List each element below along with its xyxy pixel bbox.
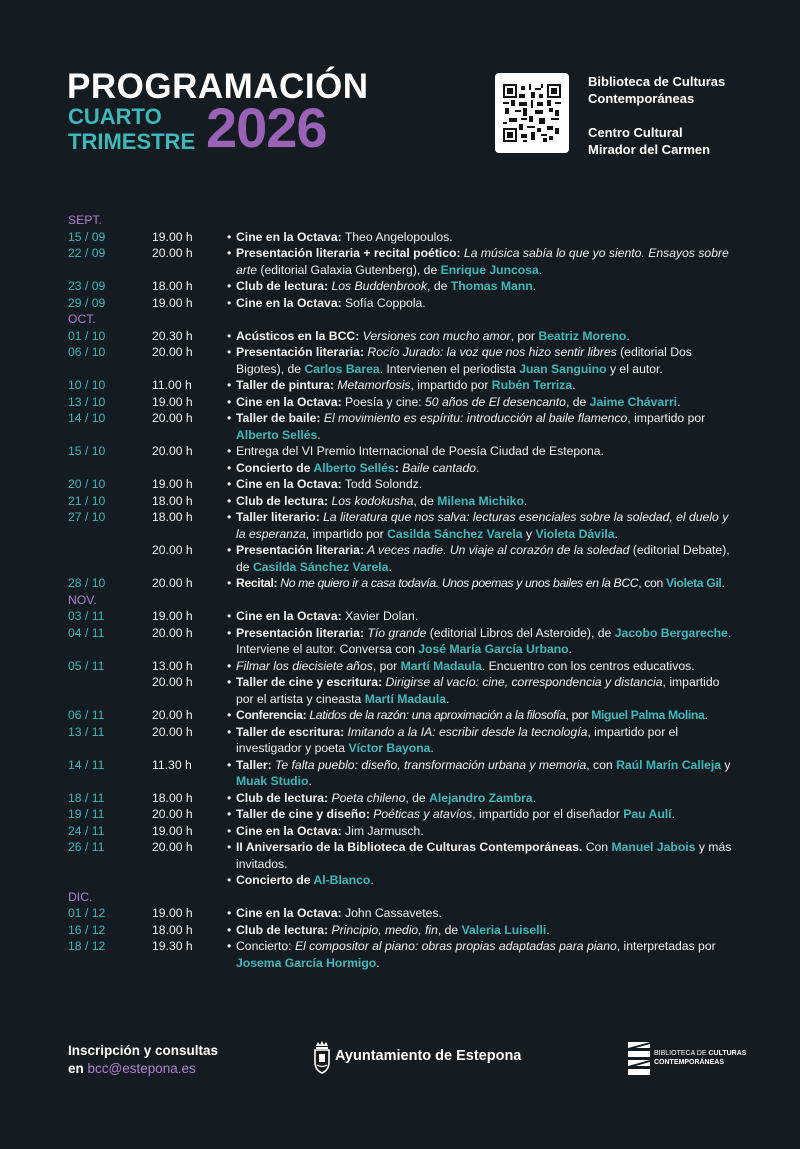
event-text: , de xyxy=(437,922,462,937)
event-text: John Cassavetes. xyxy=(341,906,442,920)
event-text: Jim Jarmusch. xyxy=(341,823,424,838)
event-description xyxy=(236,674,736,707)
event-time: 19.00 h xyxy=(152,906,193,920)
event-text: Versiones con mucho amor xyxy=(359,328,511,343)
person-name[interactable]: Alejandro Zambra xyxy=(429,790,533,805)
subtitle xyxy=(68,104,195,154)
event-text: , impartido por xyxy=(305,526,388,541)
event-text: . xyxy=(532,279,537,293)
event-text: . Encuentro con los centros educativos. xyxy=(481,658,695,673)
event-description xyxy=(236,443,736,460)
event-text: No me quiero ir a casa todavía. Unos poemas y unos bailes en la BCC xyxy=(277,576,639,590)
event-text: . xyxy=(568,642,573,656)
event-time: 20.00 h xyxy=(152,444,193,458)
event-description xyxy=(236,245,736,278)
event-date: 01 / 12 xyxy=(68,906,106,920)
event-time: 19.30 h xyxy=(152,939,193,953)
event-description xyxy=(236,229,736,246)
event-description xyxy=(236,575,756,592)
person-name[interactable]: Al-Blanco xyxy=(313,873,371,887)
person-name[interactable]: Martí Madaula xyxy=(364,691,446,706)
event-text: Tío grande xyxy=(364,625,427,640)
event-text: . xyxy=(671,807,675,821)
event-text: , impartido por xyxy=(410,378,492,392)
event-row xyxy=(68,674,748,707)
event-text: , impartido por el artista y cineasta xyxy=(236,675,720,706)
event-text: . xyxy=(626,328,630,343)
event-date: 04 / 11 xyxy=(68,625,105,640)
event-text: Los kodokusha xyxy=(328,493,414,508)
person-name[interactable]: Manuel Jabois xyxy=(611,840,696,854)
person-name[interactable]: Alberto Sellés xyxy=(236,427,318,442)
event-text: Los Buddenbrook xyxy=(328,279,428,293)
event-text: Principio, medio, fin xyxy=(328,922,438,937)
event-row xyxy=(68,872,748,889)
event-text: , de xyxy=(427,279,451,293)
qr-code-icon[interactable] xyxy=(495,73,569,153)
event-date: 23 / 09 xyxy=(68,279,106,293)
event-row xyxy=(68,922,748,939)
event-time: 20.00 h xyxy=(152,246,193,260)
event-date: 28 / 10 xyxy=(68,576,106,590)
event-text: . Interviene el autor. Conversa con xyxy=(236,625,732,656)
event-text: Concierto: xyxy=(236,939,295,953)
event-description xyxy=(236,905,736,922)
event-text: , de xyxy=(405,790,430,805)
person-name[interactable]: Violeta Gil xyxy=(665,576,722,590)
event-row xyxy=(68,410,748,443)
bcc-logo-text: BIBLIOTECA DE CULTURAS CONTEMPORÁNEAS xyxy=(654,1050,747,1066)
event-row xyxy=(68,542,748,575)
event-row xyxy=(68,328,748,345)
event-description xyxy=(236,460,736,477)
event-time: 19.00 h xyxy=(152,394,193,409)
event-text: Taller literario: xyxy=(236,510,320,524)
event-text: Cine en la Octava: xyxy=(236,295,342,310)
person-name[interactable]: Muak Studio xyxy=(236,774,309,788)
event-text: El compositor al piano: obras propias adaptadas para piano xyxy=(294,939,617,953)
contact-email-link[interactable]: bcc@estepona.es xyxy=(87,1061,196,1076)
person-name[interactable]: Milena Michiko xyxy=(437,493,524,508)
event-date: 20 / 10 xyxy=(68,477,106,491)
event-text: Concierto de xyxy=(236,873,314,887)
event-text: , impartido por el investigador y poeta xyxy=(236,724,679,755)
event-row xyxy=(68,625,748,658)
event-row xyxy=(68,278,748,295)
year: 2026 xyxy=(206,96,327,159)
event-date: 15 / 09 xyxy=(68,229,106,244)
person-name[interactable]: Rubén Terriza xyxy=(491,378,573,392)
estepona-crest-icon xyxy=(313,1040,331,1074)
event-text: . xyxy=(523,493,528,508)
event-text: . xyxy=(317,427,321,442)
event-time: 11.30 h xyxy=(152,757,192,772)
event-date: 13 / 11 xyxy=(68,724,105,739)
event-text: Taller de cine y escritura: xyxy=(236,675,383,689)
event-text: Acústicos en la BCC: xyxy=(236,328,360,343)
event-text: Entrega del VI Premio Internacional de Poesía Ciudad de Estepona. xyxy=(236,444,604,458)
ayuntamiento-logo xyxy=(313,1040,522,1079)
event-row xyxy=(68,707,748,724)
event-text: Taller de escritura: xyxy=(236,724,345,739)
event-description xyxy=(236,344,736,377)
event-row xyxy=(68,344,748,377)
event-text: Presentación literaria + recital poético: xyxy=(236,246,461,260)
person-name[interactable]: Casilda Sánchez Varela xyxy=(387,526,523,541)
event-text: La música sabía lo que yo siento. Ensayos sobre arte xyxy=(236,246,729,277)
event-text: Filmar los diecisiete años xyxy=(236,658,373,673)
person-name[interactable]: Thomas Mann xyxy=(450,279,533,293)
event-text: , por xyxy=(510,328,539,343)
event-row xyxy=(68,823,748,840)
person-name[interactable]: Enrique Juncosa xyxy=(440,262,539,277)
event-description xyxy=(236,410,736,443)
event-text: Rocío Jurado: la voz que nos hizo sentir libres xyxy=(364,345,617,359)
event-row xyxy=(68,377,748,394)
event-time: 20.00 h xyxy=(152,625,193,640)
event-row xyxy=(68,608,748,625)
event-description xyxy=(236,724,736,757)
event-text: , impartido por el diseñador xyxy=(472,807,624,821)
event-description xyxy=(236,328,736,345)
event-description xyxy=(236,394,736,411)
event-description xyxy=(236,295,736,312)
event-row xyxy=(68,509,748,542)
event-text: . xyxy=(546,922,550,937)
event-date: 05 / 11 xyxy=(68,658,105,673)
event-text: Xavier Dolan. xyxy=(341,609,419,623)
event-row xyxy=(68,790,748,807)
event-description xyxy=(236,608,736,625)
venue-1-line-1: Biblioteca de Culturas xyxy=(588,74,726,89)
event-text: Concierto de xyxy=(236,460,314,475)
event-description xyxy=(236,839,736,872)
person-name[interactable]: Alberto Sellés xyxy=(313,460,395,475)
event-text: . xyxy=(614,526,618,541)
event-time: 20.00 h xyxy=(152,724,193,739)
event-text: Presentación literaria: xyxy=(236,543,365,557)
person-name[interactable]: Miguel Palma Molina xyxy=(591,708,705,722)
event-text: Poéticas y atavíos xyxy=(369,807,473,821)
event-text: (editorial Libros del Asteroide), de xyxy=(426,625,615,640)
event-text: . xyxy=(446,691,450,706)
event-time: 20.00 h xyxy=(152,708,193,722)
event-time: 20.00 h xyxy=(152,576,193,590)
event-text: Cine en la Octava: xyxy=(236,229,342,244)
event-text: Presentación literaria: xyxy=(236,625,365,640)
event-row xyxy=(68,658,748,675)
event-time: 18.00 h xyxy=(152,922,193,937)
event-date: 18 / 11 xyxy=(68,790,105,805)
event-row xyxy=(68,806,748,823)
event-text: . xyxy=(572,378,576,392)
event-text: . xyxy=(376,955,380,970)
event-time: 11.00 h xyxy=(152,378,192,392)
bcc-logo xyxy=(628,1042,747,1081)
month-heading: SEPT. xyxy=(68,213,102,227)
event-row xyxy=(68,476,748,493)
event-date: 14 / 10 xyxy=(68,411,106,425)
event-date: 15 / 10 xyxy=(68,444,106,458)
event-description xyxy=(236,625,736,658)
event-time: 20.00 h xyxy=(152,345,193,359)
event-text: . Intervienen el periodista xyxy=(379,361,520,376)
event-text: Taller: xyxy=(236,757,272,772)
event-row xyxy=(68,757,748,790)
event-text: Taller de cine y diseño: xyxy=(236,807,370,821)
contact-en: en xyxy=(68,1061,84,1076)
event-text: , por xyxy=(565,708,592,722)
person-name[interactable]: Valeria Luiselli xyxy=(461,922,547,937)
event-text: Baile cantado xyxy=(398,460,477,475)
event-text: : xyxy=(394,460,399,475)
event-row xyxy=(68,295,748,312)
event-text: . xyxy=(721,576,725,590)
event-row xyxy=(68,575,748,592)
event-text: Cine en la Octava: xyxy=(236,906,342,920)
event-text: Presentación literaria: xyxy=(236,345,365,359)
event-text: . xyxy=(532,790,537,805)
event-description xyxy=(236,476,736,493)
subtitle-line-2: TRIMESTRE xyxy=(68,129,196,154)
person-name[interactable]: José María García Urbano xyxy=(418,642,569,656)
person-name[interactable]: Pau Aulí xyxy=(623,807,672,821)
person-name[interactable]: Beatriz Moreno xyxy=(538,328,627,343)
event-row xyxy=(68,460,748,477)
venue-1-line-2: Contemporáneas xyxy=(588,91,695,106)
event-text: , de xyxy=(413,493,438,508)
event-description xyxy=(236,806,736,823)
event-description xyxy=(236,757,736,790)
event-description xyxy=(236,542,736,575)
event-text: , interpretadas por xyxy=(616,939,716,953)
venue-2-line-2: Mirador del Carmen xyxy=(588,142,711,157)
event-text: Sofía Coppola. xyxy=(341,295,426,310)
event-text: , con xyxy=(638,576,666,590)
month-heading: OCT. xyxy=(68,312,96,326)
event-text: Te falta pueblo: diseño, transformación urbana y memoria xyxy=(271,757,587,772)
person-name[interactable]: Jacobo Bergareche xyxy=(614,625,728,640)
event-description xyxy=(236,872,736,889)
event-time: 19.00 h xyxy=(152,823,193,838)
event-description xyxy=(236,790,736,807)
event-description xyxy=(236,938,736,971)
event-text: Club de lectura: xyxy=(236,790,329,805)
event-text: y el autor. xyxy=(606,361,663,376)
event-time: 19.00 h xyxy=(152,609,193,623)
month-heading: NOV. xyxy=(68,592,97,607)
contact-label: Inscripción y consultas xyxy=(68,1043,219,1058)
event-text: (editorial Debate), de xyxy=(236,543,730,574)
event-time: 20.00 h xyxy=(152,807,193,821)
event-text: (editorial Dos Bigotes), de xyxy=(236,345,692,376)
event-description xyxy=(236,509,736,542)
event-text: 50 años de El desencanto xyxy=(425,394,566,409)
event-text: Theo Angelopoulos. xyxy=(341,229,453,244)
event-text: Club de lectura: xyxy=(236,493,329,508)
event-date: 22 / 09 xyxy=(68,246,106,260)
event-date: 26 / 11 xyxy=(68,840,105,854)
event-date: 14 / 11 xyxy=(68,757,105,772)
event-text: Imitando a la IA: escribir desde la tecnología xyxy=(344,724,588,739)
event-date: 16 / 12 xyxy=(68,922,106,937)
event-text: El movimiento es espíritu: introducción al baile flamenco xyxy=(320,411,628,425)
event-date: 27 / 10 xyxy=(68,510,106,524)
event-text: . xyxy=(430,741,434,755)
person-name[interactable]: Juan Sanguino xyxy=(519,361,607,376)
event-description xyxy=(236,493,736,510)
event-row xyxy=(68,394,748,411)
event-text: Club de lectura: xyxy=(236,279,329,293)
event-time: 18.00 h xyxy=(152,493,193,508)
event-text: , de xyxy=(565,394,590,409)
event-text: , por xyxy=(372,658,401,673)
event-text: (editorial Galaxia Gutenberg), de xyxy=(257,262,441,277)
event-text: Cine en la Octava: xyxy=(236,477,342,491)
person-name[interactable]: Casilda Sánchez Varela xyxy=(252,559,389,574)
event-description xyxy=(236,707,756,724)
event-text: Cine en la Octava: xyxy=(236,609,342,623)
event-date: 29 / 09 xyxy=(68,295,106,310)
ayuntamiento-name: Ayuntamiento de Estepona xyxy=(335,1048,522,1064)
event-date: 21 / 10 xyxy=(68,493,106,508)
event-text: Recital: xyxy=(236,576,278,590)
event-row xyxy=(68,245,748,278)
event-time: 20.00 h xyxy=(152,543,193,557)
event-text: . xyxy=(388,559,392,574)
event-text: y xyxy=(721,757,731,772)
event-text: Cine en la Octava: xyxy=(236,823,342,838)
event-row xyxy=(68,724,748,757)
event-time: 20.30 h xyxy=(152,328,193,343)
person-name[interactable]: Violeta Dávila xyxy=(535,526,615,541)
event-description xyxy=(236,278,736,295)
event-time: 18.00 h xyxy=(152,279,193,293)
venues xyxy=(588,73,725,158)
event-text: Conferencia: xyxy=(236,708,307,722)
event-row xyxy=(68,443,748,460)
event-description xyxy=(236,658,736,675)
event-row xyxy=(68,229,748,246)
event-time: 19.00 h xyxy=(152,229,193,244)
event-time: 19.00 h xyxy=(152,295,193,310)
person-name[interactable]: Carlos Barea xyxy=(304,361,380,376)
event-date: 06 / 11 xyxy=(68,708,105,722)
event-text: . xyxy=(308,774,312,788)
event-text: . xyxy=(677,394,681,409)
event-date: 10 / 10 xyxy=(68,378,106,392)
person-name[interactable]: Raúl Marín Calleja xyxy=(616,757,722,772)
event-date: 03 / 11 xyxy=(68,609,105,623)
event-text: Taller de baile: xyxy=(236,411,321,425)
event-text: Metamorfosis xyxy=(333,378,411,392)
event-text: Cine en la Octava: xyxy=(236,394,342,409)
subtitle-line-1: CUARTO xyxy=(68,104,162,129)
event-text: II Aniversario de la Biblioteca de Culturas Contemporáneas. xyxy=(236,840,583,854)
event-text: , con xyxy=(586,757,617,772)
event-date: 19 / 11 xyxy=(68,807,105,821)
event-text: Club de lectura: xyxy=(236,922,329,937)
event-text: Todd Solondz. xyxy=(341,477,423,491)
person-name[interactable]: Josema García Hormigo xyxy=(236,955,377,970)
event-row xyxy=(68,938,748,971)
event-text: y xyxy=(522,526,536,541)
event-row xyxy=(68,493,748,510)
event-time: 18.00 h xyxy=(152,510,193,524)
event-text: . xyxy=(704,708,708,722)
event-time: 20.00 h xyxy=(152,840,193,854)
event-time: 20.00 h xyxy=(152,411,193,425)
event-date: 24 / 11 xyxy=(68,823,105,838)
person-name[interactable]: Víctor Bayona xyxy=(348,741,431,755)
bcc-logo-icon xyxy=(628,1042,650,1076)
event-text: La literatura que nos salva: lecturas esenciales sobre la soledad, el duelo y la esperanza xyxy=(236,510,729,541)
event-text: Poesía y cine: xyxy=(341,394,425,409)
person-name[interactable]: Martí Madaula xyxy=(400,658,482,673)
month-heading: DIC. xyxy=(68,889,93,904)
event-text: Dirigirse al vacío: cine, correspondencia y distancia xyxy=(382,675,663,689)
event-date: 06 / 10 xyxy=(68,345,106,359)
event-text: . xyxy=(538,262,543,277)
event-text: . xyxy=(476,460,480,475)
event-date: 18 / 12 xyxy=(68,939,106,953)
event-text: Con xyxy=(582,840,612,854)
contact-info xyxy=(68,1042,218,1078)
event-time: 18.00 h xyxy=(152,790,193,805)
event-row xyxy=(68,905,748,922)
page-title: PROGRAMACIÓN xyxy=(67,67,369,106)
event-date: 13 / 10 xyxy=(68,394,106,409)
event-text: y más invitados. xyxy=(236,840,732,871)
venue-2-line-1: Centro Cultural xyxy=(588,125,683,140)
event-time: 13.00 h xyxy=(152,658,193,673)
event-description xyxy=(236,377,736,394)
event-text: . xyxy=(370,873,374,887)
event-text: Poeta chileno xyxy=(328,790,406,805)
event-row xyxy=(68,839,748,872)
event-description xyxy=(236,823,736,840)
event-text: , impartido por xyxy=(627,411,706,425)
event-time: 20.00 h xyxy=(152,675,193,689)
schedule xyxy=(68,212,748,971)
event-time: 19.00 h xyxy=(152,477,193,491)
event-description xyxy=(236,922,736,939)
event-text: A veces nadie. Un viaje al corazón de la soledad xyxy=(364,543,630,557)
event-text: Taller de pintura: xyxy=(236,378,334,392)
event-text: Latidos de la razón: una aproximación a la filosofía xyxy=(306,708,566,722)
event-date: 01 / 10 xyxy=(68,328,106,343)
person-name[interactable]: Jaime Chávarri xyxy=(589,394,678,409)
